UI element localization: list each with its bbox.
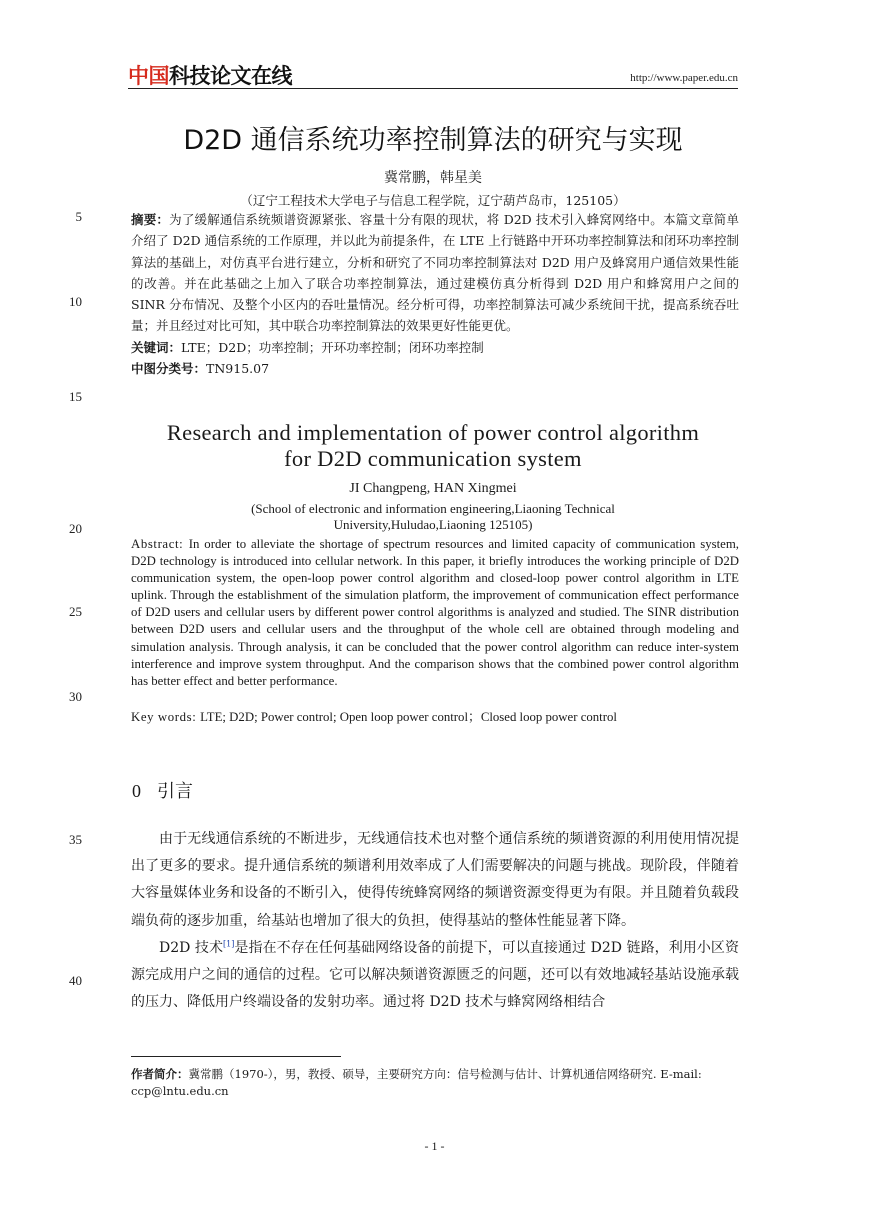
citation-link[interactable]: [1] (223, 939, 235, 949)
keywords-en-text: LTE; D2D; Power control; Open loop power control；Closed loop power control (200, 710, 617, 724)
header-rule (128, 88, 738, 89)
classification (131, 358, 739, 379)
keywords-en-label: Key words: (131, 710, 201, 724)
abstract-cn-text: 为了缓解通信系统频谱资源紧张、容量十分有限的现状，将 D2D 技术引入蜂窝网络中。本篇文章简单介绍了 D2D 通信系统的工作原理，并以此为前提条件，在 LTE 上行链路中开环功率控制算法和闭环功率控制算法的基础上，对仿真平台进行建立，分析和研究了不同功率控制算法对 D2D 用户及蜂窝用户通信效果性能的改善。并在此基础之上加入了联合功率控制算法，通过建模仿真分析得到 D2D 用户和蜂窝用户之间的 SINR 分布情况、及整个小区内的吞吐量情况。经分析可得，功率控制算法可减少系统间干扰，提高系统吞吐量；并且经过对比可知，其中联合功率控制算法的效果更好性能更优。 (131, 212, 739, 334)
paper-title-cn: D2D 通信系统功率控制算法的研究与实现 (183, 125, 683, 156)
line-number-5: 5 (75, 209, 82, 224)
section-title: 引言 (157, 781, 193, 802)
line-number-30: 30 (69, 689, 82, 704)
keywords-cn-label: 关键词： (131, 339, 182, 355)
body-paragraph-1: 由于无线通信系统的不断进步，无线通信技术也对整个通信系统的频谱资源的利用使用情况提出了更多的要求。提升通信系统的频谱利用效率成了人们需要解决的问题与挑战。现阶段，伴随着大容量媒体业务和设备的不断引入，使得传统蜂窝网络的频谱资源变得更为有限。并且随着负载段端负荷的逐步加重，给基站也增加了很大的负担，使得基站的整体性能显著下降。 (131, 831, 739, 929)
keywords-cn (131, 337, 739, 358)
p2-before: D2D 技术 (159, 939, 224, 956)
affiliation-en-line1: (School of electronic and information engineering,Liaoning Technical (251, 501, 615, 516)
line-number-10: 10 (69, 294, 82, 309)
logo-red-text: 中国 (128, 64, 169, 88)
keywords-cn-text: LTE；D2D；功率控制；开环功率控制；闭环功率控制 (181, 339, 484, 355)
logo-black-text: 科技论文在线 (169, 64, 292, 88)
section-heading (132, 777, 193, 803)
paper-title-en-line1: Research and implementation of power control algorithm (166, 420, 700, 445)
p2-after: 是指在不存在任何基础网络设备的前提下，可以直接通过 D2D 链路，利用小区资源完成用户之间的通信的过程。它可以解决频谱资源匮乏的问题，还可以有效地减轻基站设施承载的压力、降低用户终端设备的发射功率。通过将 D2D 技术与蜂窝网络相结合 (131, 939, 739, 1011)
classification-label: 中图分类号： (131, 360, 207, 376)
site-logo (128, 62, 292, 90)
line-number-20: 20 (69, 521, 82, 536)
footnote (131, 1066, 739, 1100)
affiliation-en (128, 501, 738, 533)
footnote-rule (131, 1056, 341, 1057)
body-paragraph-2 (131, 935, 739, 1017)
line-number-40: 40 (69, 973, 82, 988)
header-url[interactable]: http://www.paper.edu.cn (630, 72, 738, 84)
abstract-en-text: In order to alleviate the shortage of spectrum resources and limited capacity of communication system, D2D technology is introduced into cellular network. In this paper, it briefly introduces the working principle of D2D communication system, the open-loop power control algorithm and closed-loop power control algorithm in LTE uplink. Through the establishment of the simulation platform, the improvement of communication effect performance of D2D users and cellular users by different power control algorithms is analyzed and studied. The SINR distribution between D2D users and cellular users and the throughput of the whole cell are obtained through modeling and simulation analysis. Through analysis, it can be concluded that the power control algorithm can reduce inter-system interference and improve system throughput. And the comparison shows that the combined power control algorithm has better effect and better performance. (131, 537, 740, 688)
paper-title-en-line2: for D2D communication system (284, 446, 582, 471)
footnote-label: 作者简介： (131, 1067, 189, 1081)
line-number-35: 35 (69, 832, 82, 847)
affiliation-en-line2: University,Huludao,Liaoning 125105) (333, 517, 533, 532)
authors-en: JI Changpeng, HAN Xingmei (349, 481, 517, 496)
keywords-en (131, 706, 739, 725)
paper-title-en (128, 420, 738, 472)
abstract-en-label: Abstract: (131, 537, 189, 551)
body-text (131, 826, 739, 1016)
section-number: 0 (132, 781, 141, 801)
line-number-25: 25 (69, 604, 82, 619)
authors-cn: 冀常鹏，韩星美 (384, 170, 482, 186)
line-number-15: 15 (69, 389, 82, 404)
footnote-text: 冀常鹏（1970-），男，教授、硕导，主要研究方向：信号检测与估计、计算机通信网络研究. E-mail: ccp@lntu.edu.cn (131, 1067, 702, 1098)
page-number: - 1 - (424, 1139, 445, 1153)
affiliation-cn: （辽宁工程技术大学电子与信息工程学院，辽宁葫芦岛市，125105） (240, 193, 626, 208)
classification-text: TN915.07 (206, 360, 270, 376)
abstract-en (131, 536, 739, 690)
abstract-cn-label: 摘要： (131, 212, 170, 227)
abstract-cn (131, 209, 739, 379)
